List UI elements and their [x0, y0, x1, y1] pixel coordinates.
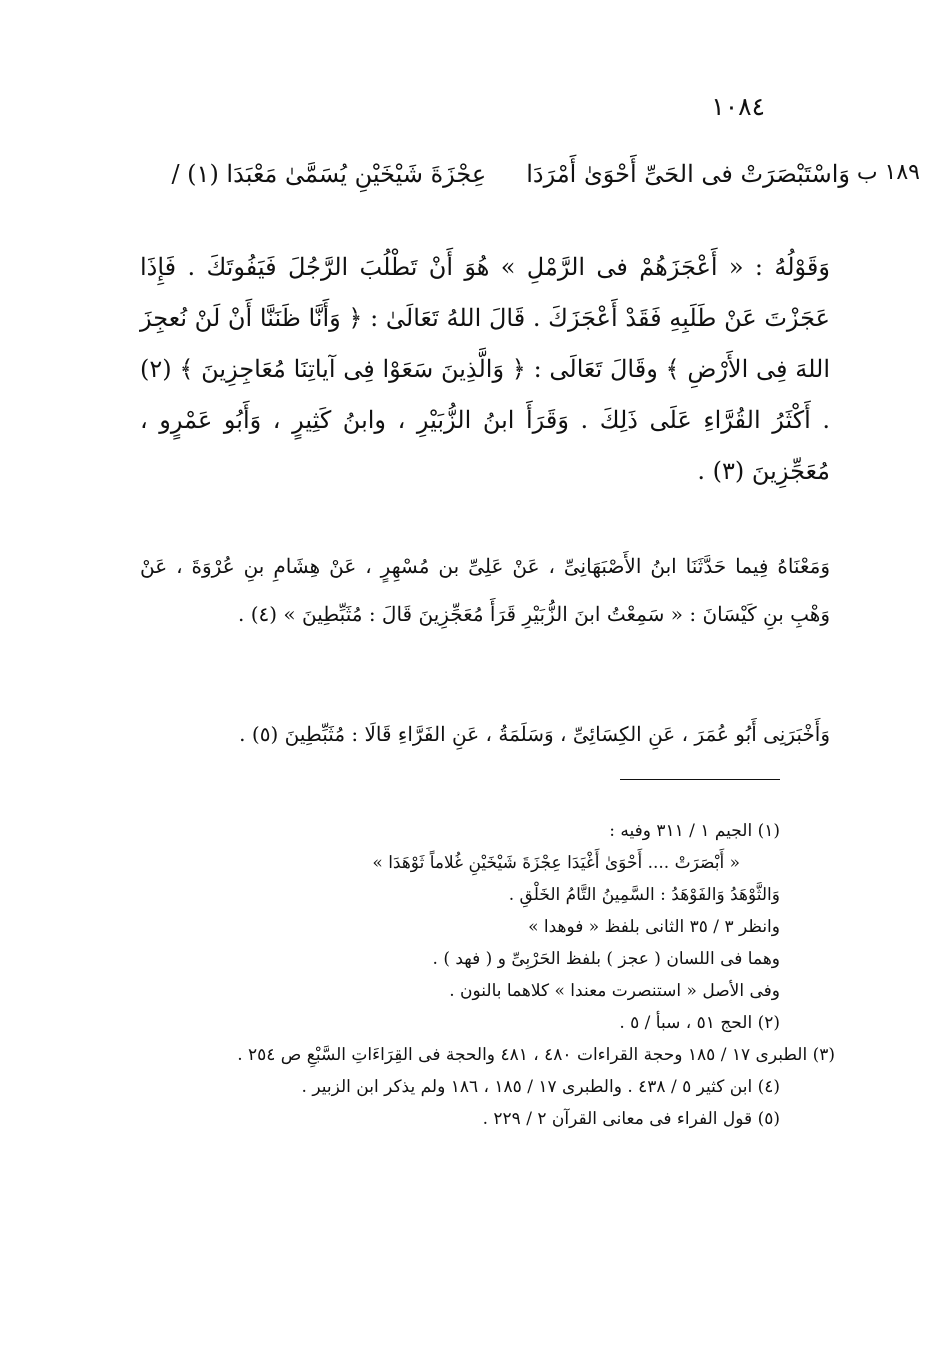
verse-second-hemistich: عِجْزَةَ شَيْخَيْنِ يُسَمَّىٰ مَعْبَدَا (١) /: [171, 160, 487, 188]
page-number: ١٠٨٤: [711, 92, 765, 121]
body-paragraph: وَأَخْبَرَنِى أَبُو عُمَرَ ، عَنِ الكِسَائِىِّ ، وَسَلَمَةُ ، عَنِ الفَرَّاءِ قَالَا : مُثَبِّطِينَ (٥) .: [239, 722, 830, 746]
footnote-line: وانظر ٣ / ٣٥ الثانى بلفظ « فوهدا »: [528, 917, 780, 937]
margin-folio-note: ١٨٩ ب: [856, 160, 920, 185]
footnote-line: (٢) الحج ٥١ ، سبأ / ٥ .: [619, 1013, 780, 1033]
footnote-line: (١) الجيم ١ / ٣١١ وفيه :: [609, 821, 780, 841]
poetry-verse: [90, 160, 920, 188]
footnote-line: (٤) ابن كثير ٥ / ٤٣٨ . والطبرى ١٧ / ١٨٥ ، ١٨٦ ولم يذكر ابن الزبير .: [301, 1077, 780, 1097]
footnotes: [140, 815, 835, 1135]
body-paragraph: وَقَوْلُهُ : « أَعْجَزَهُمْ فى الرَّمْلِ » هُوَ أَنْ تَطْلُبَ الرَّجُلَ فَيَفُوتَكَ . فَإِذَا عَجَزْتَ عَنْ طَلَبِهِ فَقَدْ أَعْجَزَكَ . قَالَ اللهُ تَعَالَىٰ : ﴿ وَأَنَّا ظَنَنَّا أَنْ لَنْ نُعجِزَ اللهَ فِى الأَرْضِ ﴾ وقَالَ تَعَالَى : ﴿ وَالَّذِينَ سَعَوْا فِى آياتِنَا مُعَاجِزِينَ ﴾ (٢) . أَكْثَرُ القُرَّاءِ عَلَى ذَلِكَ . وَقَرَأَ ابنُ الزُّبَيْرِ ، وابنُ كَثِيرٍ ، وَأَبُو عَمْرٍو ، مُعَجِّزِينَ (٣) .: [140, 253, 830, 485]
footnote-line: (٣) الطبرى ١٧ / ١٨٥ وحجة القراءات ٤٨٠ ، ٤٨١ والحجة فى القِرَاءَاتِ السَّبْعِ ص ٢٥٤ .: [237, 1045, 835, 1065]
body-paragraph: وَمَعْنَاهُ فِيما حَدَّثَنَا ابنُ الأَصْبَهَانِىِّ ، عَنْ عَلِىِّ بن مُسْهِرٍ ، عَنْ هِشَامِ بنِ عُرْوَةَ ، عَنْ وَهْبِ بنِ كَيْسَانَ : « سَمِعْتُ ابنَ الزُّبَيْرِ قَرَأَ مُعَجِّزِينَ قَالَ : مُثَبِّطِينَ » (٤) .: [140, 554, 830, 626]
verse-first-hemistich: وَاسْتَبْصَرَتْ فى الحَىِّ أَحْوَىٰ أَمْرَدَا: [526, 160, 850, 188]
footnote-line: وهما فى اللسان ( عجز ) بلفظ الحَرْبِىِّ و ( فهد ) .: [432, 949, 780, 969]
footnote-line: « أَبْصَرَتْ .... أَحْوَىٰ أَغْيَدَا عِجْزَةَ شَيْخَيْنِ غُلاماً ثَوْهَدَا »: [372, 853, 740, 873]
footnote-divider: [620, 779, 780, 780]
footnote-line: وفى الأصل « استنصرت معندا » كلاهما بالنون .: [449, 981, 780, 1001]
footnote-line: (٥) قول الفراء فى معانى القرآن ٢ / ٢٢٩ .: [482, 1109, 780, 1129]
footnote-line: وَالثَّوْهَدُ وَالفَوْهَدُ : السَّمِينُ التَّامُ الخَلْقِ .: [508, 885, 780, 905]
